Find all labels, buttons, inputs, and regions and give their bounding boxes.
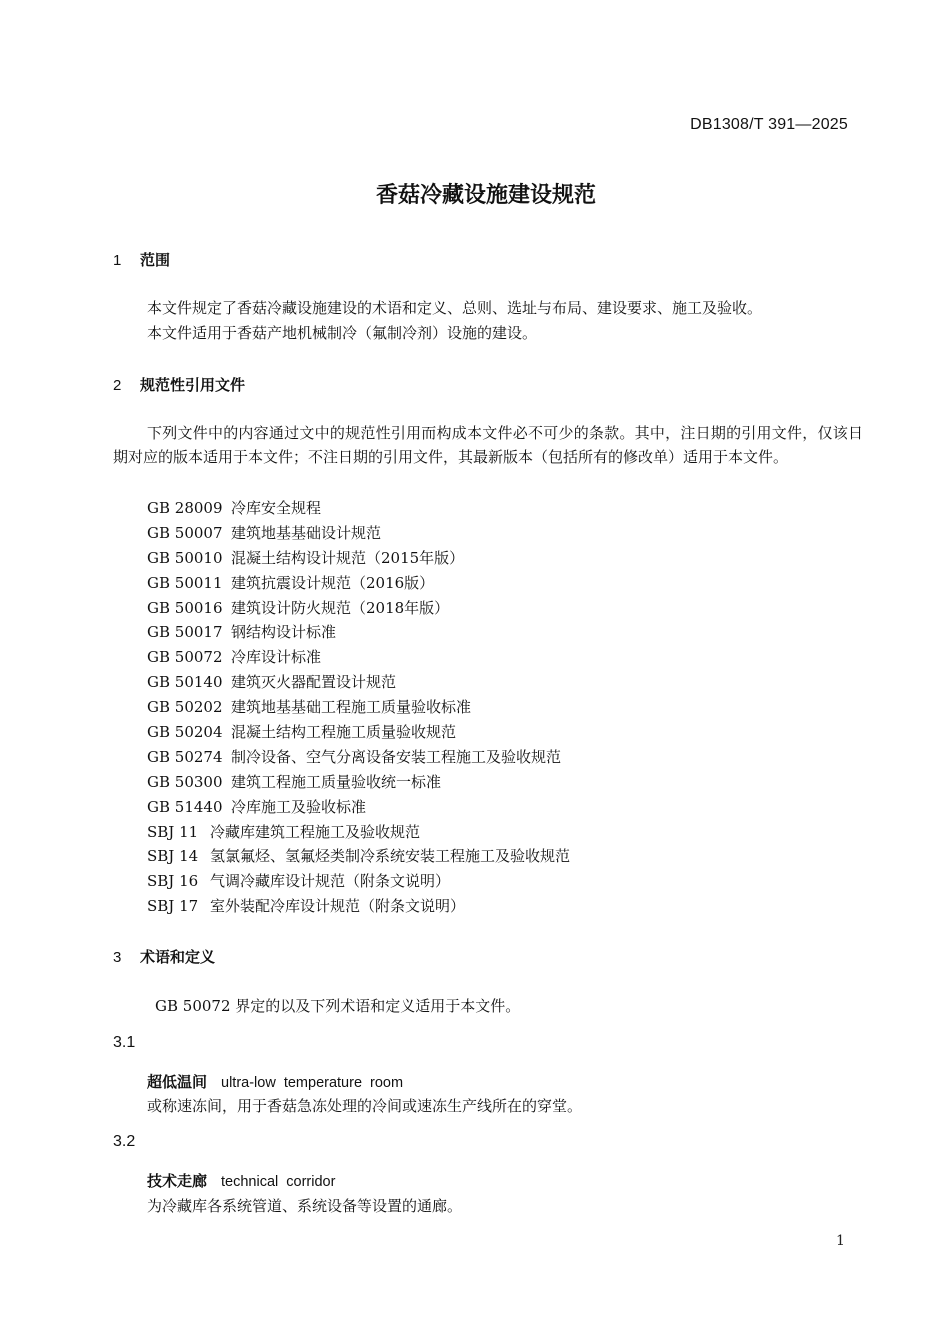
section-heading-scope — [113, 249, 170, 270]
reference-item — [147, 795, 570, 820]
reference-item — [147, 596, 570, 621]
term-number: 3.2 — [113, 1133, 136, 1150]
scope-paragraph-2: 本文件适用于香菇产地机械制冷（氟制冷剂）设施的建设。 — [147, 324, 538, 342]
section-number: 3 — [113, 949, 122, 966]
reference-item — [147, 869, 570, 894]
reference-name: 室外装配冷库设计规范（附条文说明） — [210, 897, 466, 916]
reference-name: 冷库设计标准 — [231, 648, 322, 667]
reference-code: SBJ 14 — [147, 847, 199, 866]
term-entry-technical-corridor — [147, 1170, 335, 1191]
reference-name: 建筑设计防火规范（2018年版） — [231, 598, 450, 617]
reference-item — [147, 521, 570, 546]
term-english: ultra-low temperature room — [221, 1075, 404, 1091]
reference-name: 混凝土结构工程施工质量验收规范 — [231, 723, 457, 742]
section-heading-terms — [113, 946, 215, 967]
reference-item — [147, 844, 570, 869]
term-definition: 为冷藏库各系统管道、系统设备等设置的通廊。 — [147, 1197, 463, 1215]
reference-name: 建筑灭火器配置设计规范 — [231, 673, 397, 692]
reference-name: 制冷设备、空气分离设备安装工程施工及验收规范 — [231, 747, 562, 766]
reference-code: GB 50274 — [147, 747, 223, 766]
term-chinese: 技术走廊 — [147, 1172, 208, 1190]
references-intro: 下列文件中的内容通过文中的规范性引用而构成本文件必不可少的条款。其中，注日期的引用文件，仅该日期对应的版本适用于本文件；不注日期的引用文件，其最新版本（包括所有的修改单）适用于本文件。 — [113, 424, 863, 466]
section-title: 规范性引用文件 — [140, 376, 246, 394]
section-heading-references — [113, 374, 245, 395]
reference-item — [147, 571, 570, 596]
section-number: 1 — [113, 252, 122, 269]
reference-code: GB 50010 — [147, 548, 223, 567]
terms-intro: GB 50072 界定的以及下列术语和定义适用于本文件。 — [155, 997, 521, 1015]
reference-name: 钢结构设计标准 — [231, 623, 337, 642]
reference-code: GB 50204 — [147, 723, 223, 742]
scope-paragraph-1: 本文件规定了香菇冷藏设施建设的术语和定义、总则、选址与布局、建设要求、施工及验收。 — [147, 299, 763, 317]
reference-name: 冷藏库建筑工程施工及验收规范 — [210, 822, 421, 841]
reference-code: GB 51440 — [147, 797, 223, 816]
reference-code: GB 50300 — [147, 772, 223, 791]
term-definition: 或称速冻间，用于香菇急冻处理的冷间或速冻生产线所在的穿堂。 — [147, 1097, 583, 1115]
reference-code: GB 50072 — [147, 648, 223, 667]
reference-item — [147, 496, 570, 521]
reference-code: SBJ 11 — [147, 822, 199, 841]
reference-name: 建筑地基基础工程施工质量验收标准 — [231, 698, 472, 717]
reference-name: 建筑工程施工质量验收统一标准 — [231, 772, 442, 791]
reference-item — [147, 620, 570, 645]
reference-code: GB 50140 — [147, 673, 223, 692]
reference-name: 冷库施工及验收标准 — [231, 797, 367, 816]
reference-name: 氢氯氟烃、氢氟烃类制冷系统安装工程施工及验收规范 — [210, 847, 571, 866]
page-number: 1 — [836, 1233, 845, 1249]
reference-code: SBJ 17 — [147, 897, 199, 916]
reference-item — [147, 820, 570, 845]
reference-item — [147, 720, 570, 745]
reference-item — [147, 894, 570, 919]
reference-code: GB 28009 — [147, 499, 223, 517]
reference-item — [147, 645, 570, 670]
reference-name: 混凝土结构设计规范（2015年版） — [231, 548, 465, 567]
reference-item — [147, 670, 570, 695]
section-number: 2 — [113, 377, 122, 394]
term-entry-ultra-low-temperature-room — [147, 1071, 403, 1092]
reference-code: GB 50202 — [147, 698, 223, 717]
term-chinese: 超低温间 — [147, 1073, 208, 1091]
reference-code: GB 50007 — [147, 523, 223, 542]
reference-item — [147, 695, 570, 720]
term-number: 3.1 — [113, 1034, 136, 1051]
reference-name: 建筑抗震设计规范（2016版） — [231, 573, 435, 592]
reference-code: GB 50011 — [147, 573, 223, 592]
reference-code: SBJ 16 — [147, 872, 199, 891]
reference-list — [147, 496, 570, 919]
term-english: technical corridor — [221, 1174, 336, 1190]
reference-code: GB 50017 — [147, 623, 223, 642]
section-title: 范围 — [140, 251, 171, 269]
section-title: 术语和定义 — [140, 948, 216, 966]
reference-code: GB 50016 — [147, 598, 223, 617]
reference-name: 气调冷藏库设计规范（附条文说明） — [210, 872, 451, 891]
standard-number: DB1308/T 391—2025 — [690, 116, 848, 133]
document-title: 香菇冷藏设施建设规范 — [375, 183, 596, 208]
reference-name: 建筑地基基础设计规范 — [231, 523, 382, 542]
reference-name: 冷库安全规程 — [231, 499, 322, 517]
reference-item — [147, 770, 570, 795]
reference-item — [147, 745, 570, 770]
reference-item — [147, 546, 570, 571]
